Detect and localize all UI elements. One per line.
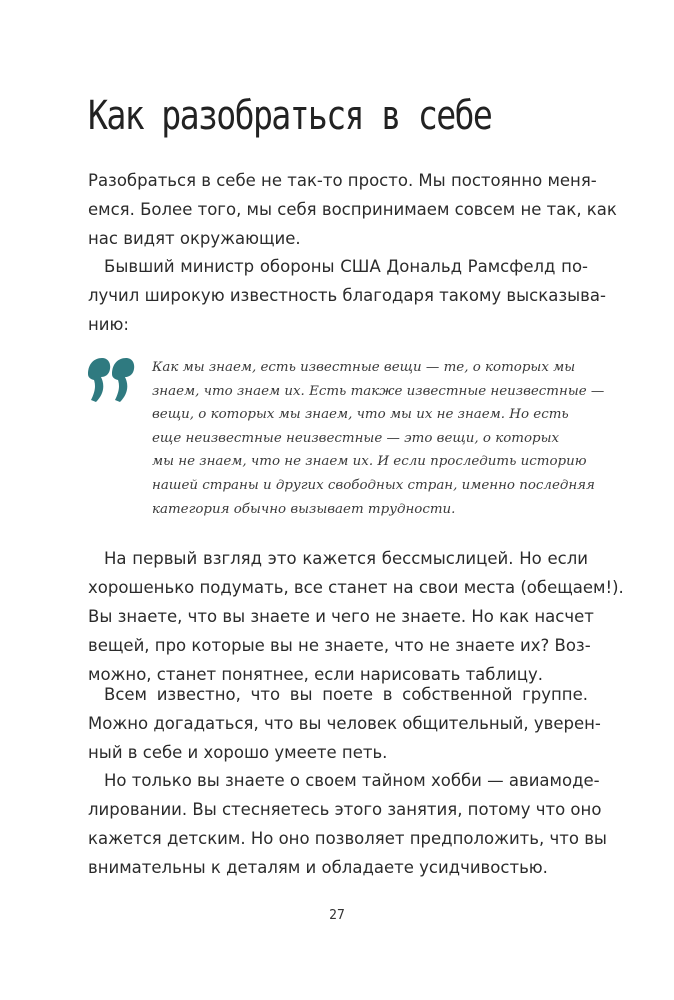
paragraph-band <box>88 680 601 767</box>
quote-line: знаем, что знаем их. Есть также известные неизвестные — <box>152 383 605 399</box>
paragraph-explanation <box>88 544 624 689</box>
text-line: нас видят окружающие. <box>88 229 301 248</box>
text-line: На первый взгляд это кажется бессмыслицей. Но если <box>104 549 588 568</box>
quote-line: категория обычно вызывает трудности. <box>152 501 456 517</box>
text-line: лировании. Вы стесняетесь этого занятия, потому что оно <box>88 800 602 819</box>
quote-mark-icon <box>84 352 138 408</box>
text-line: емся. Более того, мы себя воспринимаем совсем не так, как <box>88 200 617 219</box>
text-line: можно, станет понятнее, если нарисовать таблицу. <box>88 665 543 684</box>
text-line: Всем известно, что вы поете в собственной группе. <box>104 685 588 704</box>
quote-line: Как мы знаем, есть известные вещи — те, о которых мы <box>152 360 576 375</box>
page-number: 27 <box>329 908 345 923</box>
text-line: лучил широкую известность благодаря такому высказыва- <box>88 286 606 305</box>
paragraph-rumsfeld <box>88 252 606 339</box>
text-line: ный в себе и хорошо умеете петь. <box>88 743 388 762</box>
text-line: Бывший министр обороны США Дональд Рамсфелд по- <box>104 257 588 276</box>
text-line: внимательны к деталям и обладаете усидчивостью. <box>88 858 548 877</box>
paragraph-intro <box>88 166 617 253</box>
quote-line: мы не знаем, что не знаем их. И если проследить историю <box>152 454 587 470</box>
text-line: Вы знаете, что вы знаете и чего не знаете. Но как насчет <box>88 607 594 626</box>
paragraph-hobby <box>88 766 607 882</box>
quote-line: вещи, о которых мы знаем, что мы их не знаем. Но есть <box>152 407 569 423</box>
text-line: Разобраться в себе не так-то просто. Мы постоянно меня- <box>88 171 597 190</box>
text-line: Но только вы знаете о своем тайном хобби — авиамоде- <box>104 771 600 790</box>
text-line: нию: <box>88 315 129 334</box>
text-line: вещей, про которые вы не знаете, что не знаете их? Воз- <box>88 636 591 655</box>
quote-line: еще неизвестные неизвестные — это вещи, о которых <box>152 430 560 446</box>
text-line: хорошенько подумать, все станет на свои места (обещаем!). <box>88 578 624 597</box>
quote-line: нашей страны и других свободных стран, именно последняя <box>152 477 595 493</box>
page-title: Как разобраться в себе <box>88 93 492 139</box>
text-line: Можно догадаться, что вы человек общительный, уверен- <box>88 714 601 733</box>
text-line: кажется детским. Но оно позволяет предположить, что вы <box>88 829 607 848</box>
blockquote <box>152 356 605 521</box>
